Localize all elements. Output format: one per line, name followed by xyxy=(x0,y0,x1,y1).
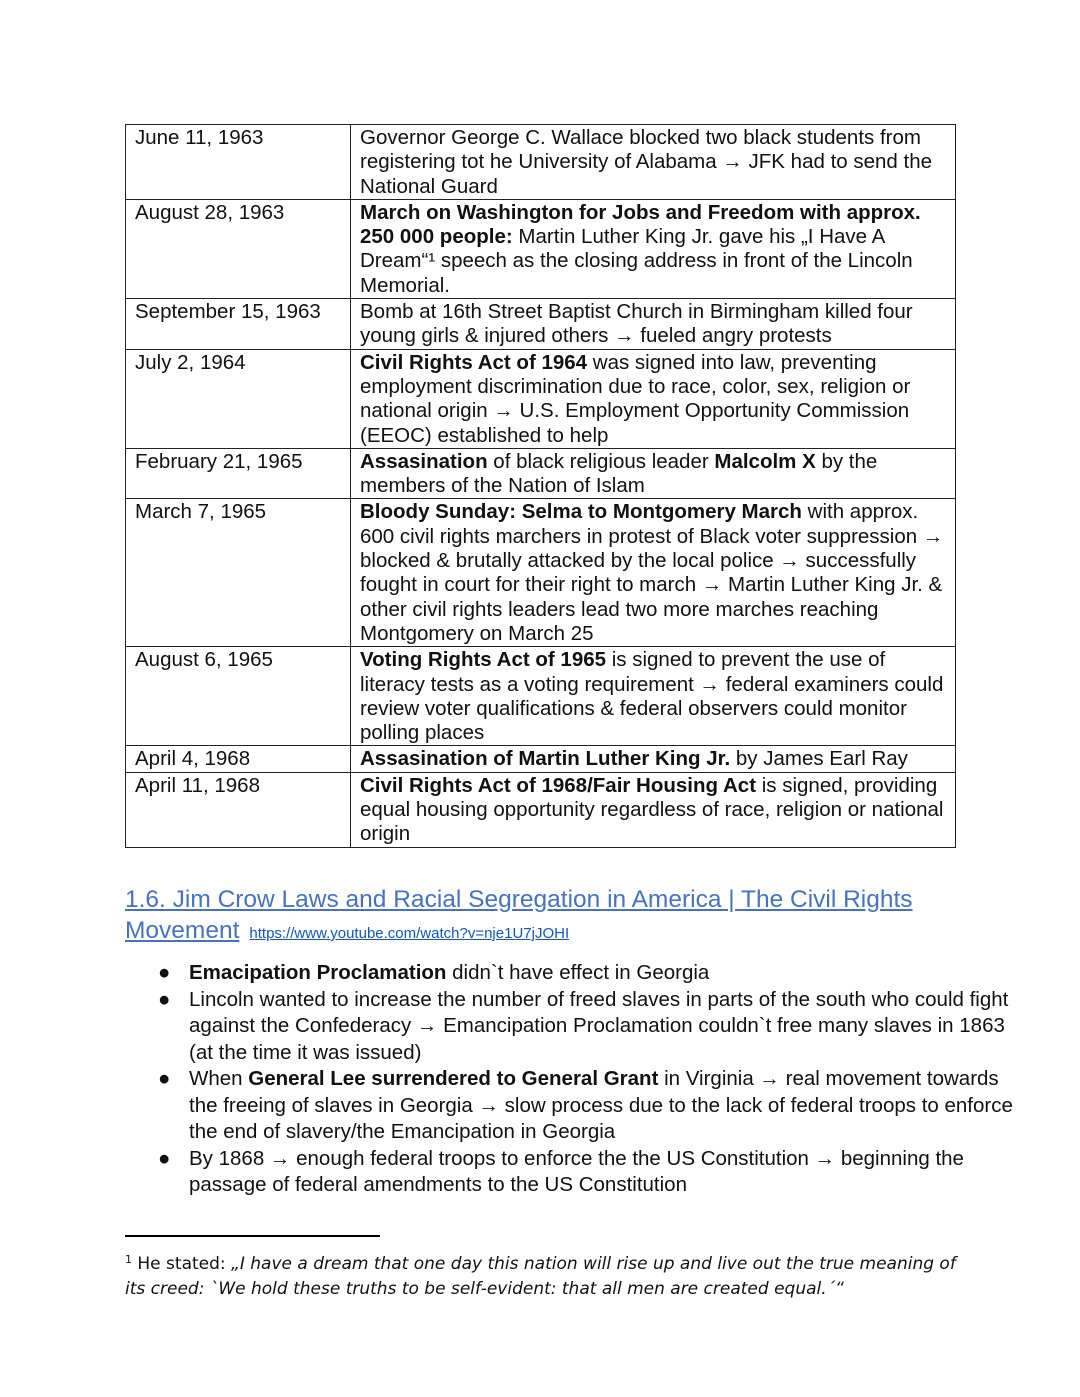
event-bold: March on Washington for Jobs and Freedom with approx. 250 000 people: xyxy=(360,200,921,249)
footnote-separator xyxy=(125,1235,380,1237)
bullet-bold: General Lee surrendered to General Grant xyxy=(248,1067,659,1090)
event-bold: Civil Rights Act of 1968/Fair Housing Act xyxy=(360,773,757,797)
table-row xyxy=(126,199,956,298)
event-cell xyxy=(351,448,956,499)
date-cell: April 4, 1968 xyxy=(126,746,351,772)
bullet-text: By 1868 → enough federal troops to enforce the the US Constitution → beginning the passage of federal amendments to the US Constitution xyxy=(189,1146,964,1196)
date-cell: February 21, 1965 xyxy=(126,448,351,499)
footnote-lead: He stated: xyxy=(132,1254,232,1274)
date-cell: September 15, 1963 xyxy=(126,299,351,350)
bullet-icon: ● xyxy=(158,1146,171,1170)
footnote xyxy=(125,1247,965,1302)
date-cell: April 11, 1968 xyxy=(126,772,351,847)
event-text: by the members of the Nation of Islam xyxy=(360,449,878,498)
event-text: Governor George C. Wallace blocked two black students from registering tot he University of Alabama → JFK had to send the National Guard xyxy=(360,126,933,198)
footnote-marker: 1 xyxy=(125,1253,132,1266)
table-row xyxy=(126,448,956,499)
bullet-list xyxy=(125,960,1024,1199)
event-bold: Bloody Sunday: Selma to Montgomery March xyxy=(360,500,802,524)
bullet-icon: ● xyxy=(158,1067,171,1090)
table-row xyxy=(126,772,956,847)
youtube-url-link[interactable]: https://www.youtube.com/watch?v=nje1U7jJOHI xyxy=(249,925,570,942)
table-row xyxy=(126,647,956,746)
event-cell xyxy=(351,299,956,350)
event-text: is signed to prevent the use of literacy tests as a voting requirement → federal examiners could review voter qualifications & federal observers could monitor polling places xyxy=(360,648,944,745)
date-cell: August 6, 1965 xyxy=(126,647,351,746)
event-cell xyxy=(351,772,956,847)
event-bold: Assasination xyxy=(360,449,488,473)
list-item xyxy=(158,1066,1024,1146)
event-cell xyxy=(351,125,956,200)
event-text: Martin Luther King Jr. gave his „I Have A Dream“¹ speech as the closing address in front of the Lincoln Memorial. xyxy=(360,225,913,297)
event-text: is signed, providing equal housing opportunity regardless of race, religion or national origin xyxy=(360,773,944,846)
bullet-bold: Emacipation Proclamation xyxy=(189,961,447,984)
event-text: by James Earl Ray xyxy=(730,747,908,771)
event-cell xyxy=(351,349,956,448)
list-item xyxy=(158,987,1024,1067)
table-row xyxy=(126,125,956,200)
footnote-quote: „I have a dream that one day this nation will rise up and live out the true meaning of its creed: `We hold these truths to be self-evident: that all men are created equal.´“ xyxy=(125,1254,956,1299)
table-row xyxy=(126,746,956,772)
bullet-text: didn`t have effect in Georgia xyxy=(446,961,710,984)
bullet-text: Lincoln wanted to increase the number of freed slaves in parts of the south who could fight against the Confederacy → Emancipation Proclamation couldn`t free many slaves in 1863 (at the time it was issued) xyxy=(189,987,1009,1064)
date-cell: June 11, 1963 xyxy=(126,125,351,200)
event-bold: Assasination of Martin Luther King Jr. xyxy=(360,747,731,771)
bullet-icon: ● xyxy=(158,961,171,984)
event-bold: Malcolm X xyxy=(714,449,816,473)
event-text: was signed into law, preventing employment discrimination due to race, color, sex, religion or national origin → U.S. Employment Opportunity Commission (EEOC) established to help xyxy=(360,350,911,447)
civil-rights-timeline-table xyxy=(125,124,956,848)
event-cell xyxy=(351,647,956,746)
event-cell xyxy=(351,499,956,647)
event-text: Bomb at 16th Street Baptist Church in Birmingham killed four young girls & injured others → fueled angry protests xyxy=(360,300,913,348)
event-text: of black religious leader xyxy=(487,449,715,473)
bullet-icon: ● xyxy=(158,987,171,1011)
event-bold: Civil Rights Act of 1964 xyxy=(360,350,588,374)
date-cell: March 7, 1965 xyxy=(126,499,351,647)
table-row xyxy=(126,349,956,448)
event-cell xyxy=(351,199,956,298)
event-text: with approx. 600 civil rights marchers in protest of Black voter suppression → blocked & brutally attacked by the local police → successfully fought in court for their right to march → Martin Luther King Jr. & other civil rights leaders lead two more marches reaching Montgomery on March 25 xyxy=(360,500,944,645)
event-cell xyxy=(351,746,956,772)
table-row xyxy=(126,299,956,350)
section-title-link[interactable]: 1.6. Jim Crow Laws and Racial Segregation in America | The Civil Rights Movement xyxy=(125,886,913,944)
list-item xyxy=(158,1146,1024,1199)
bullet-text: in Virginia → real movement towards the freeing of slaves in Georgia → slow process due to the lack of federal troops to enforce the end of slavery/the Emancipation in Georgia xyxy=(189,1067,1013,1143)
event-bold: Voting Rights Act of 1965 xyxy=(360,648,607,672)
bullet-text: When xyxy=(189,1067,249,1090)
list-item xyxy=(158,960,1024,987)
section-heading xyxy=(125,884,965,949)
date-cell: July 2, 1964 xyxy=(126,349,351,448)
date-cell: August 28, 1963 xyxy=(126,199,351,298)
table-row xyxy=(126,499,956,647)
